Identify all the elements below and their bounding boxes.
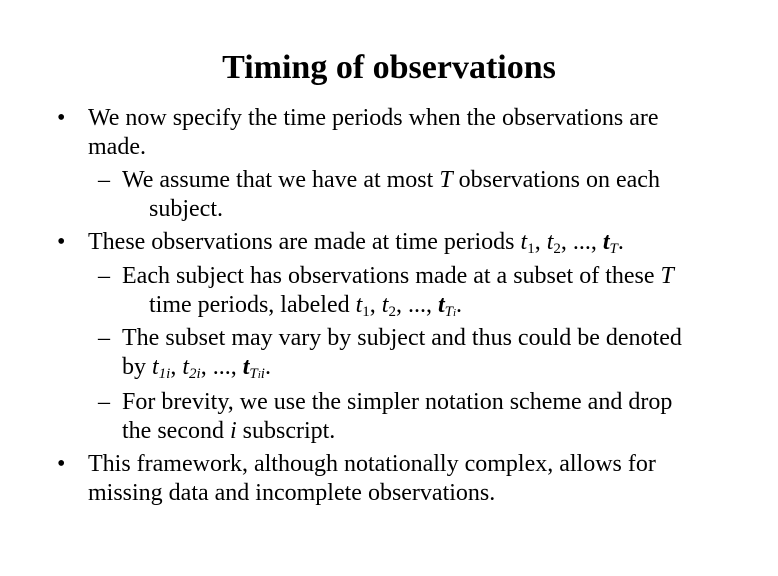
bullet-1-line-2: made. <box>88 134 146 160</box>
variable-T: T <box>660 263 674 289</box>
variable-t: t <box>355 292 363 318</box>
subscript: 1i <box>158 366 171 382</box>
variable-t: t <box>602 229 610 255</box>
subscript: 1 <box>362 304 370 320</box>
text: by <box>122 354 152 380</box>
sub-bullet-2-2-line-2 <box>122 353 271 381</box>
text: These observations are made at time periods <box>88 229 521 255</box>
sub-bullet-2-3-line-2 <box>122 417 335 445</box>
text: . <box>264 354 271 380</box>
text: , ..., <box>395 292 438 318</box>
variable-t: t <box>152 354 159 380</box>
bullet-marker: • <box>57 105 66 131</box>
text: , <box>170 354 183 380</box>
subscript: 1 <box>527 241 535 257</box>
text: , <box>534 229 547 255</box>
sub-bullet-marker: – <box>98 325 110 351</box>
bullet-1-line-1: We now specify the time periods when the observations are <box>88 105 659 131</box>
subscript: i <box>257 369 261 381</box>
subscript: 2 <box>388 304 396 320</box>
text: . <box>617 229 624 255</box>
subscript: T <box>249 366 258 382</box>
text: Each subject has observations made at a subset of these <box>122 263 661 289</box>
text: . <box>456 292 463 318</box>
sub-bullet-1-1-line-2: subject. <box>149 196 223 222</box>
text: observations on each <box>452 167 660 193</box>
text: We assume that we have at most <box>122 167 440 193</box>
text: subscript. <box>236 418 336 444</box>
subscript: i <box>260 366 265 382</box>
text: , ..., <box>560 229 603 255</box>
variable-t: t <box>520 229 528 255</box>
text: time periods, labeled <box>149 292 356 318</box>
variable-t: t <box>546 229 554 255</box>
bullet-3-line-1: This framework, although notationally complex, allows for <box>88 451 656 477</box>
text: , ..., <box>200 354 243 380</box>
variable-t: t <box>381 292 389 318</box>
sub-bullet-marker: – <box>98 389 110 415</box>
sub-bullet-2-3-line-1: For brevity, we use the simpler notation scheme and drop <box>122 389 673 415</box>
bullet-2-line-1 <box>88 228 624 256</box>
bullet-marker: • <box>57 229 66 255</box>
subscript: 2 <box>553 241 561 257</box>
sub-bullet-marker: – <box>98 263 110 289</box>
sub-bullet-2-1-line-1 <box>122 262 674 290</box>
bullet-3-line-2: missing data and incomplete observations. <box>88 480 496 506</box>
subscript: i <box>452 307 457 319</box>
sub-bullet-1-1-line-1 <box>122 166 660 194</box>
variable-T: T <box>439 167 453 193</box>
sub-bullet-2-1-line-2 <box>149 291 462 319</box>
variable-t: t <box>182 354 190 380</box>
variable-i: i <box>229 418 237 444</box>
sub-bullet-2-2-line-1: The subset may vary by subject and thus could be denoted <box>122 325 682 351</box>
sub-bullet-marker: – <box>98 167 110 193</box>
text: , <box>369 292 382 318</box>
text: the second <box>122 418 230 444</box>
variable-t: t <box>242 354 250 380</box>
slide-title: Timing of observations <box>222 49 556 86</box>
subscript: T <box>444 304 453 320</box>
subscript: 2i <box>189 366 201 382</box>
subscript: T <box>609 241 618 257</box>
variable-t: t <box>437 292 445 318</box>
bullet-marker: • <box>57 451 66 477</box>
